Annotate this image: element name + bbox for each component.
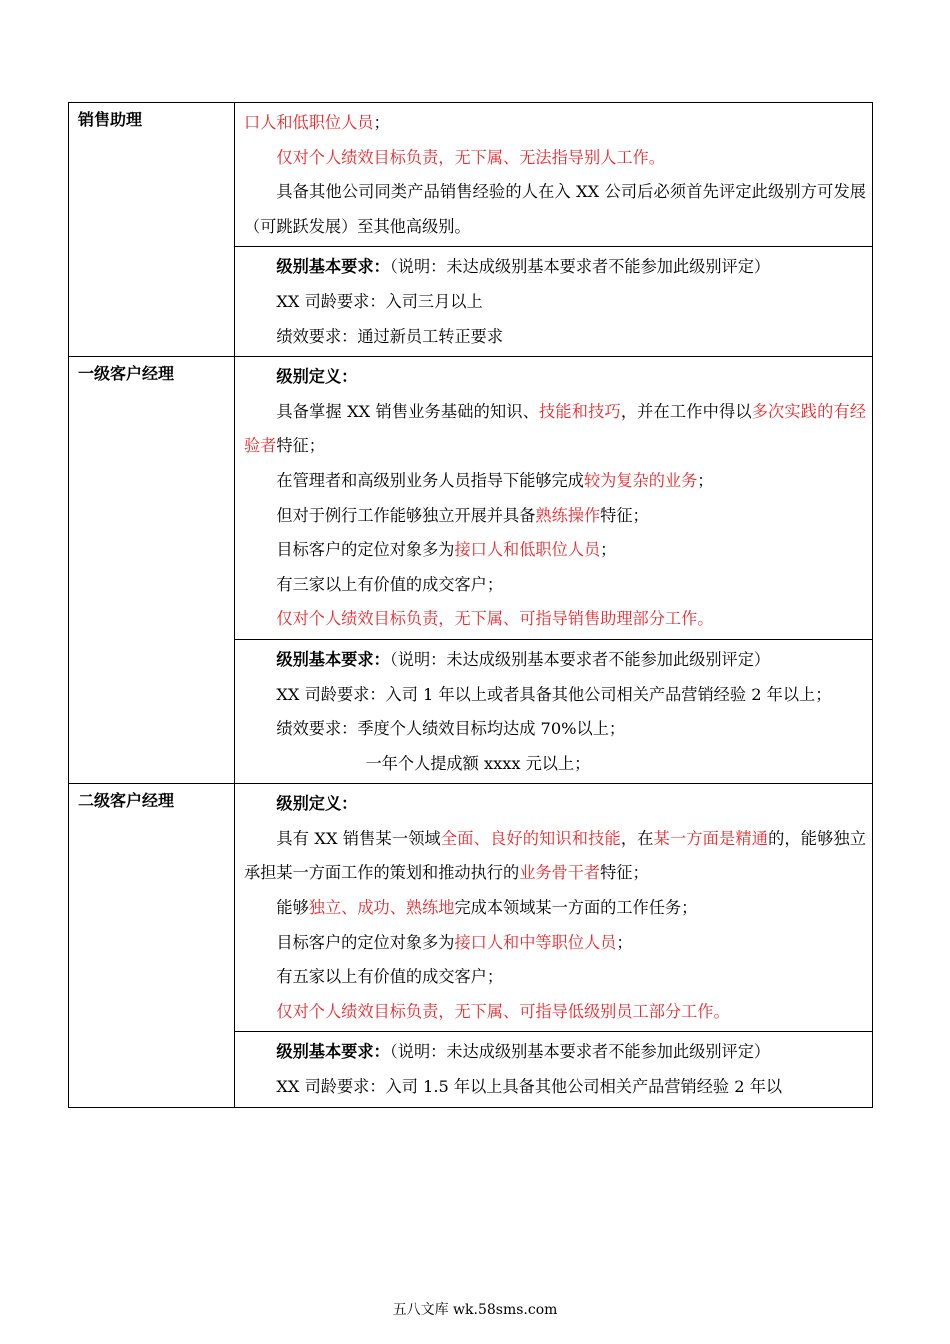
text-segment: 目标客户的定位对象多为	[276, 932, 455, 952]
paragraph	[244, 747, 866, 782]
job-level-table	[68, 102, 873, 1108]
text-segment: 在管理者和高级别业务人员指导下能够完成	[276, 470, 584, 490]
paragraph	[244, 960, 866, 995]
level-name: 销售助理	[78, 110, 143, 129]
text-segment: ，并在工作中得以	[620, 401, 752, 421]
level-name-cell	[69, 784, 235, 1107]
text-segment: 完成本领域某一方面的工作任务；	[454, 898, 698, 918]
text-segment: 特征；	[276, 436, 325, 456]
text-segment: 有五家以上有价值的成交客户；	[276, 967, 504, 987]
paragraph	[244, 822, 866, 891]
text-segment: 一年个人提成额 xxxx 元以上；	[365, 753, 591, 773]
text-segment: （说明：未达成级别基本要求者不能参加此级别评定）	[389, 649, 771, 669]
level-name-cell	[69, 357, 235, 784]
paragraph	[244, 395, 866, 464]
level-description-cell	[235, 357, 873, 640]
paragraph	[244, 533, 866, 568]
level-description-cell	[235, 103, 873, 247]
table-body	[69, 103, 873, 1108]
highlighted-text: 独立、成功、熟练地	[308, 898, 455, 918]
highlighted-text: 技能和技巧	[539, 401, 621, 421]
text-segment: ；	[373, 113, 390, 132]
level-name: 二级客户经理	[78, 791, 175, 811]
highlighted-text: 仅对个人绩效目标负责，无下属、可指导销售助理部分工作。	[276, 609, 714, 629]
paragraph	[244, 499, 866, 534]
text-segment: 有三家以上有价值的成交客户；	[276, 574, 504, 594]
paragraph	[244, 141, 866, 176]
text-segment: ；	[600, 540, 617, 560]
table-row	[69, 103, 873, 247]
highlighted-text: 接口人和中等职位人员	[454, 932, 617, 952]
paragraph	[244, 464, 866, 499]
table-row	[69, 784, 873, 1032]
paragraph	[244, 106, 866, 141]
highlighted-text: 接口人和低职位人员	[454, 540, 601, 560]
paragraph	[244, 175, 866, 244]
text-segment: 特征；	[600, 863, 649, 883]
text-segment: 具有 XX 销售某一领域	[276, 828, 441, 848]
text-segment: 目标客户的定位对象多为	[276, 540, 455, 560]
text-segment: XX 司龄要求：入司 1.5 年以上具备其他公司相关产品营销经验 2 年以	[276, 1077, 783, 1097]
paragraph	[244, 1035, 866, 1070]
highlighted-text: 多次实践的有经验者	[244, 401, 867, 456]
highlighted-text: 全面、良好的知识和技能	[440, 828, 621, 848]
text-segment: ；	[697, 470, 714, 490]
level-description-cell	[235, 784, 873, 1032]
paragraph	[244, 995, 866, 1030]
text-segment: 绩效要求：季度个人绩效目标均达成 70%以上；	[276, 719, 626, 739]
text-segment: （说明：未达成级别基本要求者不能参加此级别评定）	[389, 1042, 771, 1062]
page-footer: 五八文库 wk.58sms.com	[392, 1302, 558, 1318]
text-segment: 能够	[276, 898, 309, 918]
highlighted-text: 较为复杂的业务	[583, 470, 698, 490]
highlighted-text: 某一方面是精通	[653, 828, 769, 848]
highlighted-text: 仅对个人绩效目标负责，无下属、可指导低级别员工部分工作。	[276, 1001, 730, 1021]
paragraph	[244, 285, 866, 320]
level-name: 一级客户经理	[78, 364, 175, 384]
bold-heading-text: 级别定义：	[276, 794, 358, 814]
text-segment: 具备其他公司同类产品销售经验的人在入 XX 公司后必须首先评定此级别方可发展（可跳跃发展）至其他高级别。	[244, 182, 866, 236]
paragraph	[244, 250, 866, 285]
table-row	[69, 357, 873, 640]
paragraph	[244, 360, 866, 395]
text-segment: 特征；	[600, 505, 649, 525]
bold-heading-text: 级别定义：	[276, 367, 358, 387]
bold-heading-text: 级别基本要求：	[276, 257, 390, 277]
text-segment: ，在	[620, 828, 654, 848]
paragraph	[244, 926, 866, 961]
text-segment: 具备掌握 XX 销售业务基础的知识、	[276, 401, 540, 421]
level-name-cell	[69, 103, 235, 357]
paragraph	[244, 787, 866, 822]
text-segment: XX 司龄要求：入司 1 年以上或者具备其他公司相关产品营销经验 2 年以上；	[276, 684, 832, 704]
paragraph	[244, 568, 866, 603]
text-segment: （说明：未达成级别基本要求者不能参加此级别评定）	[389, 257, 771, 277]
level-description-cell	[235, 1032, 873, 1107]
highlighted-text: 口人和低职位人员	[244, 113, 374, 132]
text-segment: ；	[616, 932, 633, 952]
paragraph	[244, 643, 866, 678]
paragraph	[244, 712, 866, 747]
level-description-cell	[235, 247, 873, 357]
text-segment: 的，能够独立承担某一方面工作的策划和推动执行的	[244, 828, 867, 883]
level-description-cell	[235, 639, 873, 783]
bold-heading-text: 级别基本要求：	[276, 1042, 390, 1062]
text-segment: 但对于例行工作能够独立开展并具备	[276, 505, 536, 525]
paragraph	[244, 1070, 866, 1105]
paragraph	[244, 891, 866, 926]
bold-heading-text: 级别基本要求：	[276, 649, 390, 669]
highlighted-text: 熟练操作	[535, 505, 601, 525]
highlighted-text: 业务骨干者	[519, 863, 601, 883]
paragraph	[244, 602, 866, 637]
text-segment: 绩效要求：通过新员工转正要求	[276, 326, 504, 346]
text-segment: XX 司龄要求：入司三月以上	[276, 291, 483, 311]
paragraph	[244, 320, 866, 355]
highlighted-text: 仅对个人绩效目标负责，无下属、无法指导别人工作。	[276, 147, 665, 167]
paragraph	[244, 678, 866, 713]
